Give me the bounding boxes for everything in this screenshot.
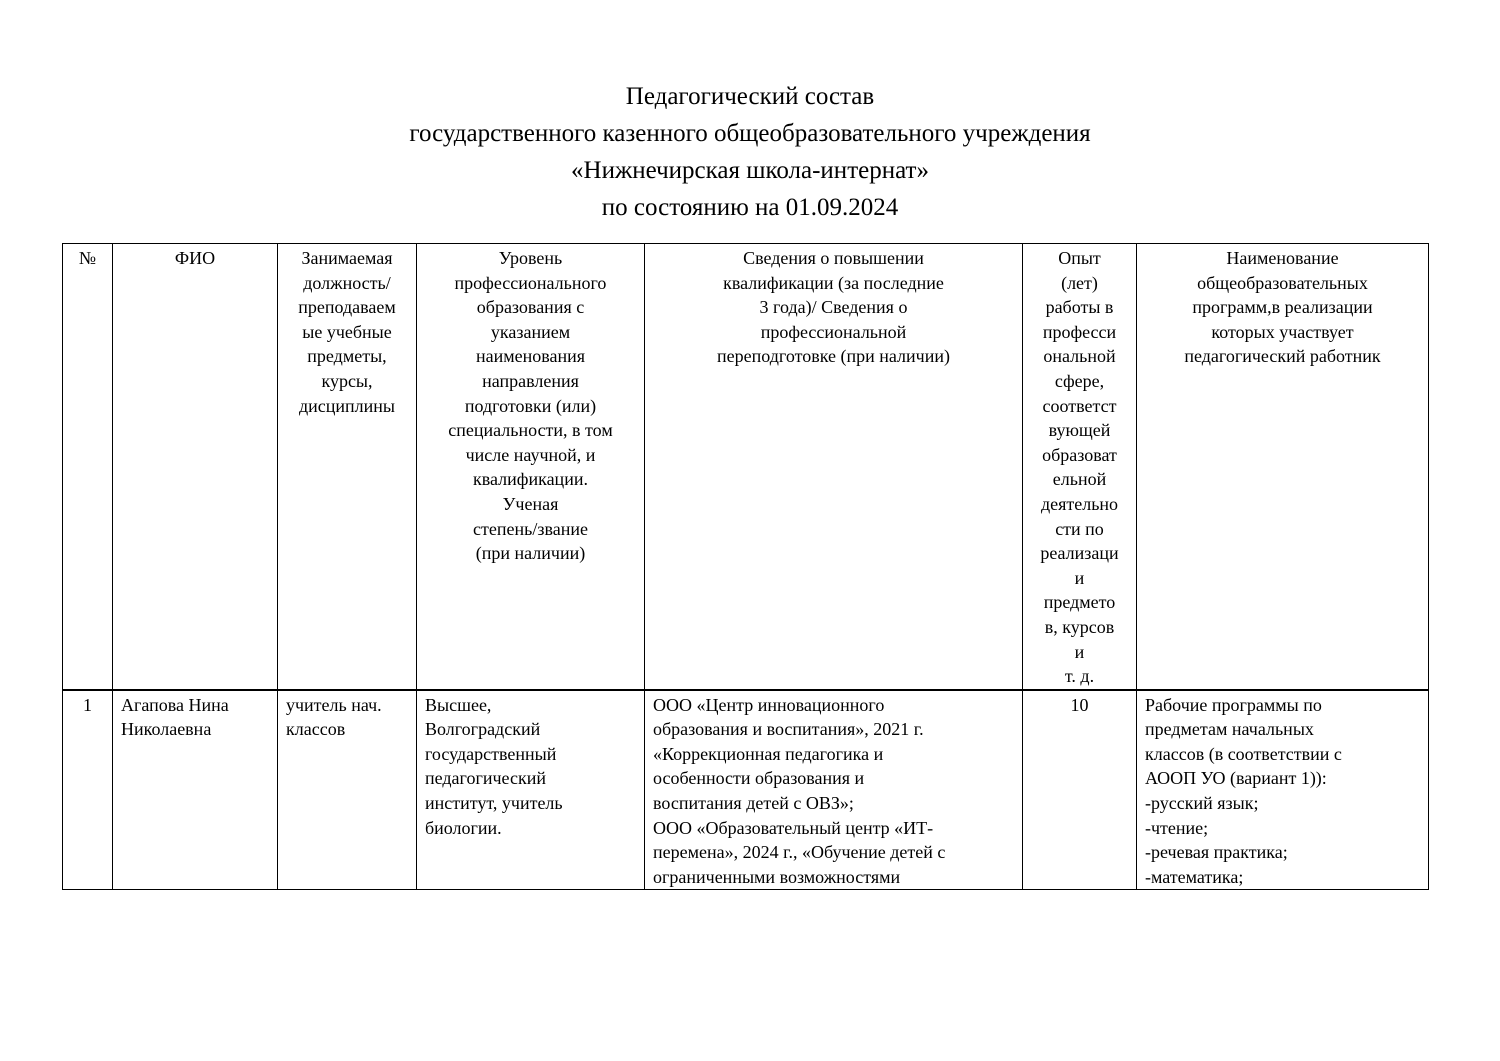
text-line: учитель нач. bbox=[286, 694, 382, 715]
text-line: которых участвует bbox=[1211, 321, 1354, 342]
text-line: ООО «Центр инновационного bbox=[653, 694, 885, 715]
table-header-row bbox=[63, 244, 1429, 690]
text-line: общеобразовательных bbox=[1197, 272, 1368, 293]
header-cell-experience bbox=[1023, 244, 1137, 690]
staff-table bbox=[62, 243, 1429, 890]
text-line: Волгоградский bbox=[425, 719, 541, 740]
text-line: образоват bbox=[1042, 444, 1117, 465]
text-line: числе научной, и bbox=[465, 444, 596, 465]
text-line: Занимаемая bbox=[301, 248, 393, 268]
text-line: -математика; bbox=[1145, 866, 1244, 887]
text-line: вующей bbox=[1048, 420, 1111, 441]
text-line: деятельно bbox=[1040, 493, 1119, 514]
title-line: «Нижнечирская школа-интернат» bbox=[571, 157, 929, 184]
text-line: ФИО bbox=[174, 248, 216, 268]
text-line: в, курсов bbox=[1044, 616, 1115, 637]
title-line: по состоянию на 01.09.2024 bbox=[601, 194, 899, 221]
document-title bbox=[0, 78, 1500, 226]
text-line: государственный bbox=[425, 743, 557, 764]
text-line: образования с bbox=[476, 297, 585, 318]
header-cell-qualification bbox=[645, 244, 1023, 690]
text-line: Высшее, bbox=[425, 694, 492, 715]
text-line: сти по bbox=[1055, 518, 1104, 539]
text-line: Уровень bbox=[498, 248, 563, 268]
text-line: Наименование bbox=[1226, 248, 1339, 268]
text-line: Сведения о повышении bbox=[743, 248, 924, 268]
text-line: (при наличии) bbox=[475, 543, 586, 564]
text-line: классов bbox=[286, 719, 346, 740]
text-line: наименования bbox=[475, 346, 586, 367]
text-line: ональной bbox=[1043, 346, 1116, 367]
text-line: (лет) bbox=[1061, 272, 1098, 293]
text-line: профессиональной bbox=[760, 321, 907, 342]
text-line: Ученая bbox=[502, 493, 559, 514]
text-line: воспитания детей с ОВЗ»; bbox=[653, 793, 854, 814]
table-row bbox=[63, 690, 1429, 890]
text-line: квалификации. bbox=[473, 469, 588, 490]
text-line: т. д. bbox=[1064, 666, 1095, 687]
text-line: курсы, bbox=[321, 370, 373, 391]
text-line: реализаци bbox=[1040, 543, 1119, 564]
text-line: степень/звание bbox=[473, 518, 588, 539]
text-line: преподаваем bbox=[298, 297, 396, 318]
text-line: «Коррекционная педагогика и bbox=[653, 743, 884, 764]
text-line: профессионального bbox=[454, 272, 607, 293]
title-line: Педагогический состав bbox=[625, 83, 875, 110]
text-line: -чтение; bbox=[1145, 817, 1209, 838]
text-line: работы в bbox=[1045, 297, 1114, 318]
cell-number: 1 bbox=[63, 690, 113, 890]
text-line: предметы, bbox=[307, 346, 387, 367]
text-line: № bbox=[78, 248, 97, 268]
text-line: предметам начальных bbox=[1145, 719, 1314, 740]
text-line: переподготовке (при наличии) bbox=[717, 346, 950, 367]
text-line: особенности образования и bbox=[653, 768, 865, 789]
text-line: направления bbox=[482, 370, 579, 391]
text-line: АООП УО (вариант 1)): bbox=[1145, 768, 1327, 789]
text-line: -речевая практика; bbox=[1145, 842, 1288, 863]
text-line: подготовки (или) bbox=[464, 395, 597, 416]
header-cell-fio bbox=[113, 244, 278, 690]
text-line: предмето bbox=[1043, 592, 1116, 613]
text-line: образования и воспитания», 2021 г. bbox=[653, 719, 924, 740]
text-line: професси bbox=[1042, 321, 1117, 342]
text-line: Опыт bbox=[1058, 248, 1101, 268]
text-line: ограниченными возможностями bbox=[653, 866, 901, 887]
header-cell-position bbox=[278, 244, 417, 690]
cell-programs bbox=[1137, 690, 1429, 890]
header-cell-number bbox=[63, 244, 113, 690]
text-line: указанием bbox=[490, 321, 571, 342]
header-cell-programs bbox=[1137, 244, 1429, 690]
text-line: Агапова Нина bbox=[121, 694, 229, 715]
title-line: государственного казенного общеобразовательного учреждения bbox=[409, 120, 1091, 147]
text-line: ООО «Образовательный центр «ИТ- bbox=[653, 817, 934, 838]
text-line: -русский язык; bbox=[1145, 793, 1259, 814]
text-line: и bbox=[1074, 567, 1085, 588]
text-line: сфере, bbox=[1054, 370, 1105, 391]
cell-position bbox=[278, 690, 417, 890]
text-line: педагогический bbox=[425, 768, 546, 789]
text-line: классов (в соответствии с bbox=[1145, 743, 1342, 764]
text-line: ые учебные bbox=[302, 321, 392, 342]
cell-education bbox=[417, 690, 645, 890]
text-line: педагогический работник bbox=[1184, 346, 1381, 367]
text-line: 3 года)/ Сведения о bbox=[759, 297, 908, 318]
text-line: специальности, в том bbox=[448, 420, 613, 441]
text-line: программ,в реализации bbox=[1192, 297, 1373, 318]
cell-qualification bbox=[645, 690, 1023, 890]
text-line: и bbox=[1074, 641, 1085, 662]
text-line: соответст bbox=[1042, 395, 1117, 416]
text-line: Николаевна bbox=[121, 719, 212, 740]
text-line: Рабочие программы по bbox=[1145, 694, 1322, 715]
text-line: дисциплины bbox=[298, 395, 396, 416]
text-line: ельной bbox=[1052, 469, 1107, 490]
text-line: перемена», 2024 г., «Обучение детей с bbox=[653, 842, 946, 863]
header-cell-education bbox=[417, 244, 645, 690]
text-line: биологии. bbox=[425, 817, 502, 838]
cell-experience: 10 bbox=[1023, 690, 1137, 890]
text-line: должность/ bbox=[303, 272, 391, 293]
text-line: институт, учитель bbox=[425, 793, 563, 814]
text-line: квалификации (за последние bbox=[723, 272, 944, 293]
cell-fio bbox=[113, 690, 278, 890]
